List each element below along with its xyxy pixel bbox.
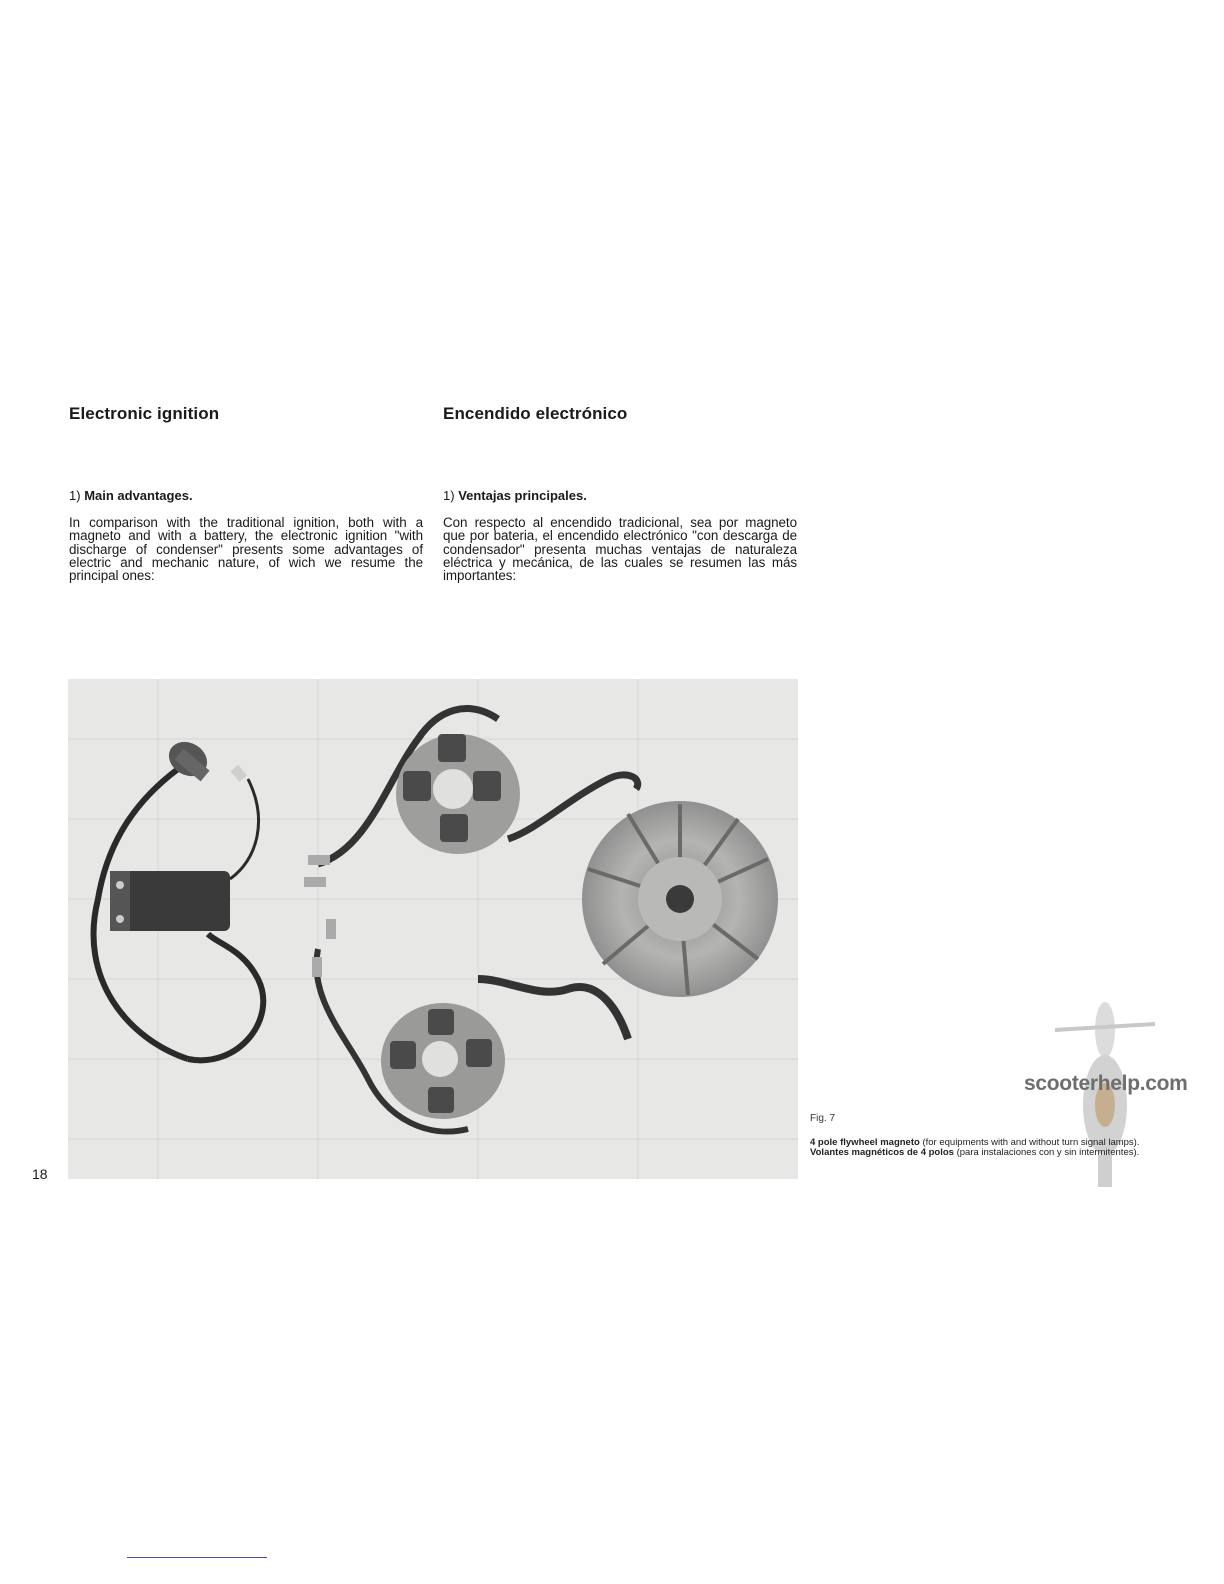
body-paragraph-en: In comparison with the traditional ignition, both with a magneto and with a battery, the electronic ignition "with discharge of condenser" presents some advantages of electric and mechanic nature, of wich we resume the principal ones: bbox=[69, 515, 423, 584]
caption-es-rest: (para instalaciones con y sin intermitentes). bbox=[953, 1147, 1140, 1159]
footnote-rule bbox=[127, 1557, 267, 1558]
body-paragraph-es: Con respecto al encendido tradicional, sea por magneto que por bateria, el encendido electrónico "con descarga de condensador" presenta muchas ventajas de naturaleza eléctrica y mecánica, de las cuales se resumen las más importantes: bbox=[443, 515, 797, 584]
lower-stator bbox=[312, 919, 628, 1132]
subheading-es bbox=[443, 488, 587, 503]
figure-caption bbox=[810, 1138, 1180, 1158]
page-number: 18 bbox=[32, 1166, 48, 1182]
subheading-en bbox=[69, 488, 193, 503]
figure-label: Fig. 7 bbox=[810, 1113, 836, 1124]
subheading-text-es: Ventajas principales. bbox=[458, 488, 587, 503]
caption-es-bold: Volantes magnéticos de 4 polos bbox=[810, 1147, 954, 1159]
upper-stator bbox=[304, 709, 638, 887]
section-title-es: Encendido electrónico bbox=[443, 404, 628, 423]
flywheel bbox=[582, 801, 778, 997]
ignition-components-illustration bbox=[68, 679, 798, 1179]
section-title-en: Electronic ignition bbox=[69, 404, 220, 423]
figure-photo bbox=[68, 679, 798, 1179]
subheading-text-en: Main advantages. bbox=[84, 488, 193, 503]
subheading-number-en: 1) bbox=[69, 488, 81, 503]
caption-en-bold: 4 pole flywheel magneto bbox=[810, 1137, 920, 1148]
caption-en-rest: (for equipments with and without turn signal lamps). bbox=[919, 1137, 1140, 1148]
subheading-number-es: 1) bbox=[443, 488, 455, 503]
caption-spanish bbox=[810, 1148, 1180, 1158]
ignition-coil bbox=[94, 735, 264, 1060]
watermark-text: scooterhelp.com bbox=[1024, 1072, 1188, 1095]
